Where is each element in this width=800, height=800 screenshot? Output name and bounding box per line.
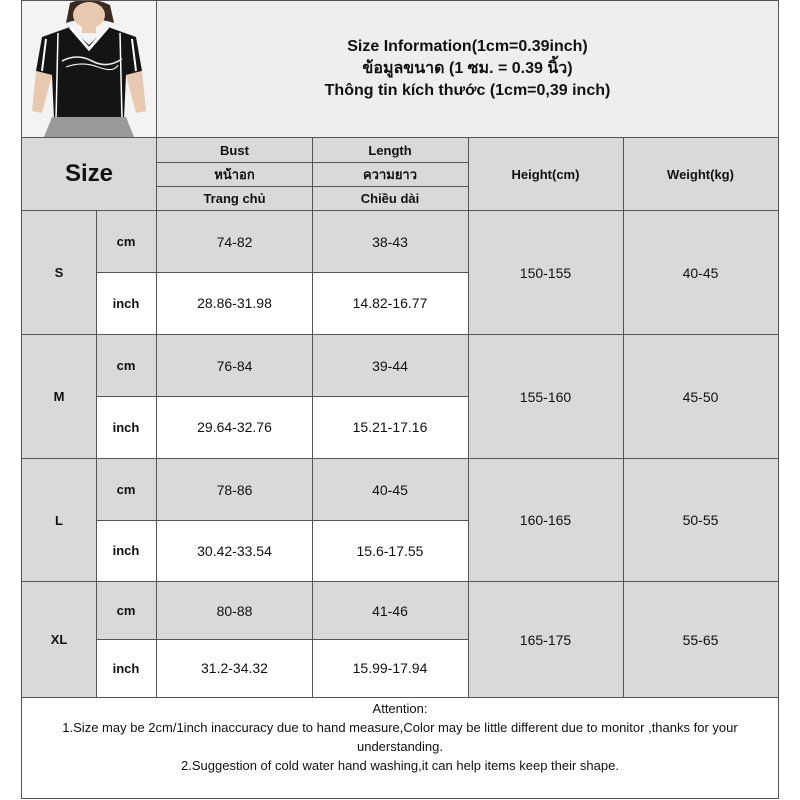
bust-header-vi: Trang chủ — [157, 186, 312, 210]
length-cm-l: 40-45 — [312, 459, 468, 520]
size-header-label: Size — [64, 160, 114, 187]
height-l: 160-165 — [468, 459, 623, 581]
weight-s: 40-45 — [623, 211, 778, 334]
unit-inch-xl: inch — [112, 660, 140, 676]
grid-line — [96, 396, 468, 397]
grid-line — [156, 0, 157, 698]
bust-inch-l: 30.42-33.54 — [197, 542, 272, 559]
unit-cm-xl: cm — [96, 582, 156, 639]
length-header-th: ความยาว — [312, 162, 468, 186]
height-s: 150-155 — [468, 211, 623, 334]
bust-inch-s: 28.86-31.98 — [197, 295, 272, 311]
size-header — [22, 138, 156, 210]
bust-cm-l: 78-86 — [157, 459, 312, 520]
grid-line — [21, 0, 22, 799]
header-title-vi: Thông tin kích thước (1cm=0,39 inch) — [324, 82, 611, 99]
grid-line — [778, 0, 779, 799]
grid-line — [21, 137, 779, 138]
length-inch-xl: 15.99-17.94 — [352, 660, 428, 676]
attention-title: Attention: — [372, 701, 428, 716]
bust-header-th: หน้าอก — [157, 162, 312, 186]
unit-cm-m: cm — [96, 335, 156, 396]
bust-cm-xl: 80-88 — [157, 582, 312, 639]
unit-inch-s: inch — [112, 295, 140, 311]
grid-line — [96, 272, 468, 273]
grid-line — [312, 137, 313, 698]
weight-xl: 55-65 — [623, 582, 778, 697]
unit-inch-m: inch — [112, 419, 140, 435]
bust-inch-m: 29.64-32.76 — [197, 419, 272, 435]
unit-inch-l: inch — [112, 543, 140, 558]
grid-line — [96, 210, 97, 698]
grid-line — [21, 581, 779, 582]
grid-line — [623, 137, 624, 698]
attention-block — [22, 699, 778, 798]
unit-cm-s: cm — [96, 211, 156, 272]
weight-m: 45-50 — [623, 335, 778, 458]
height-xl: 165-175 — [468, 582, 623, 697]
grid-line — [96, 639, 468, 640]
size-label-m: M — [22, 335, 96, 458]
grid-line — [468, 137, 469, 698]
product-photo — [22, 1, 156, 137]
attention-line-2: 2.Suggestion of cold water hand washing,it can help items keep their shape. — [181, 758, 619, 773]
attention-line-1: 1.Size may be 2cm/1inch inaccuracy due to hand measure,Color may be little different due to monitor ,thanks for your understanding. — [62, 720, 738, 754]
header-title-block — [157, 1, 778, 137]
grid-line — [21, 0, 779, 1]
size-label-xl: XL — [22, 582, 96, 697]
unit-cm-l: cm — [96, 459, 156, 520]
bust-header-en: Bust — [157, 138, 312, 162]
length-cm-s: 38-43 — [312, 211, 468, 272]
bust-cm-s: 74-82 — [157, 211, 312, 272]
height-header: Height(cm) — [468, 138, 623, 210]
length-inch-m: 15.21-17.16 — [352, 419, 428, 435]
length-header-en: Length — [312, 138, 468, 162]
grid-line — [21, 334, 779, 335]
grid-line — [21, 798, 779, 799]
size-label-l: L — [22, 459, 96, 581]
size-label-s: S — [22, 211, 96, 334]
height-m: 155-160 — [468, 335, 623, 458]
length-inch-l: 15.6-17.55 — [356, 542, 424, 559]
grid-line — [96, 520, 468, 521]
length-header-vi: Chiều dài — [312, 186, 468, 210]
bust-cm-m: 76-84 — [157, 335, 312, 396]
grid-line — [21, 210, 779, 211]
weight-header: Weight(kg) — [623, 138, 778, 210]
grid-line — [21, 697, 779, 698]
length-cm-m: 39-44 — [312, 335, 468, 396]
weight-l: 50-55 — [623, 459, 778, 581]
header-title-th: ข้อมูลขนาด (1 ซม. = 0.39 นิ้ว) — [362, 60, 573, 77]
tshirt-image — [22, 1, 156, 137]
length-cm-xl: 41-46 — [312, 582, 468, 639]
bust-inch-xl: 31.2-34.32 — [201, 660, 268, 676]
grid-line — [21, 458, 779, 459]
header-title-en: Size Information(1cm=0.39inch) — [347, 38, 588, 55]
length-inch-s: 14.82-16.77 — [352, 295, 428, 311]
